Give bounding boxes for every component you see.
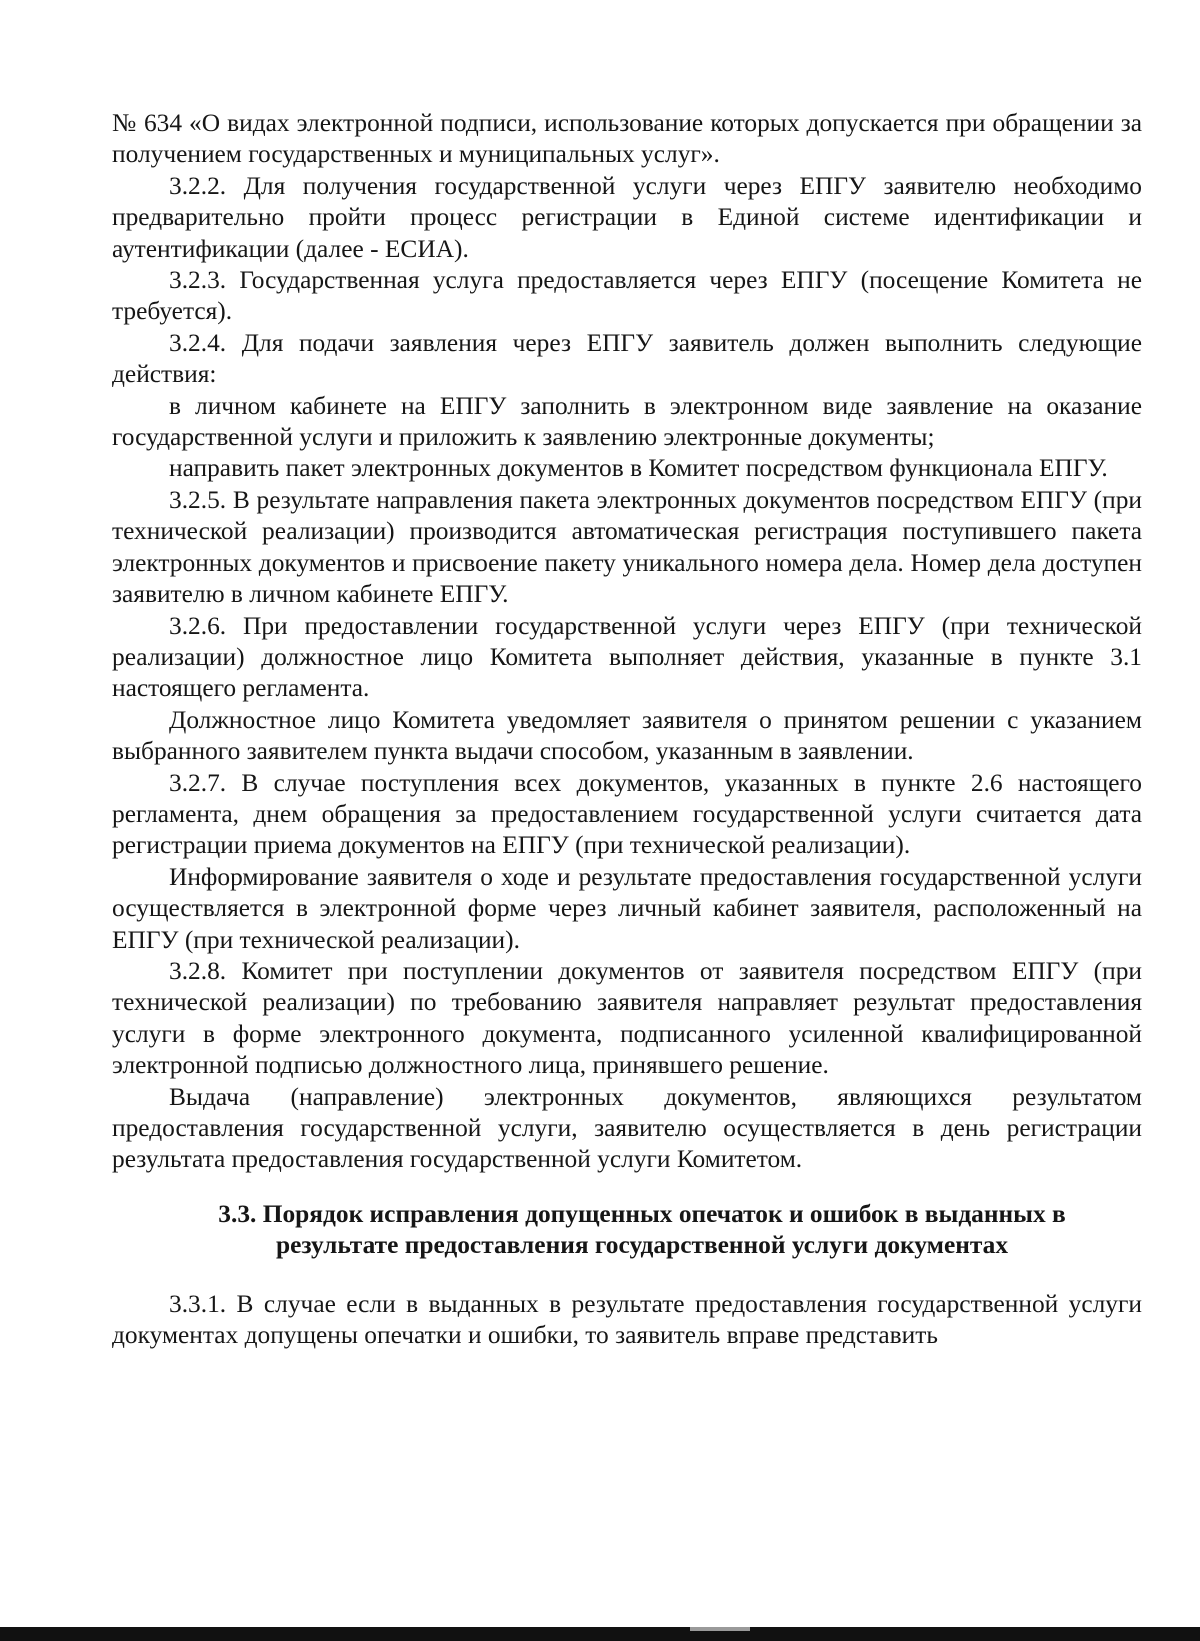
paragraph-3-2-4: 3.2.4. Для подачи заявления через ЕПГУ заявитель должен выполнить следующие действия: xyxy=(112,328,1142,389)
scan-edge-bar xyxy=(0,1627,1200,1641)
section-heading-line-2: результате предоставления государственной услуги документах xyxy=(275,1230,1009,1259)
paragraph-3-2-6-b: Должностное лицо Комитета уведомляет заявителя о принятом решении с указанием выбранного заявителем пункта выдачи способом, указанным в заявлении. xyxy=(112,705,1142,766)
scan-edge-notch xyxy=(690,1627,750,1631)
paragraph-intro: № 634 «О видах электронной подписи, использование которых допускается при обращении за получением государственных и муниципальных услуг». xyxy=(112,109,1142,169)
section-heading-line-1: 3.3. Порядок исправления допущенных опечаток и ошибок в выданных в xyxy=(218,1199,1066,1228)
paragraph-3-2-4-a: в личном кабинете на ЕПГУ заполнить в электронном виде заявление на оказание государственной услуги и приложить к заявлению электронные документы; xyxy=(112,391,1142,452)
paragraph-3-2-3: 3.2.3. Государственная услуга предоставляется через ЕПГУ (посещение Комитета не требуется). xyxy=(112,266,1142,326)
paragraph-3-2-8-b: Выдача (направление) электронных документов, являющихся результатом предоставления государственной услуги, заявителю осуществляется в день регистрации результата предоставления государственной услуги Комитетом. xyxy=(112,1082,1142,1174)
paragraph-3-2-7-b: Информирование заявителя о ходе и результате предоставления государственной услуги осуществляется в электронной форме через личный кабинет заявителя, расположенный на ЕПГУ (при технической реализации). xyxy=(112,862,1142,954)
paragraph-3-3-1: 3.3.1. В случае если в выданных в результате предоставления государственной услуги документах допущены опечатки и ошибки, то заявитель вправе представить xyxy=(112,1289,1142,1350)
paragraph-3-2-8: 3.2.8. Комитет при поступлении документов от заявителя посредством ЕПГУ (при технической реализации) по требованию заявителя направляет результат предоставления услуги в форме электронного документа, подписанного усиленной квалифицированной электронной подписью должностного лица, принявшего решение. xyxy=(112,956,1142,1080)
paragraph-3-2-4-b: направить пакет электронных документов в Комитет посредством функционала ЕПГУ. xyxy=(169,454,1108,483)
paragraph-3-2-7: 3.2.7. В случае поступления всех документов, указанных в пункте 2.6 настоящего регламента, днем обращения за предоставлением государственной услуги считается дата регистрации приема документов на ЕПГУ (при технической реализации). xyxy=(112,768,1142,860)
section-heading-3-3 xyxy=(112,1199,1142,1261)
document-page xyxy=(112,108,1142,1352)
paragraph-3-2-5: 3.2.5. В результате направления пакета электронных документов посредством ЕПГУ (при технической реализации) производится автоматическая регистрация поступившего пакета электронных документов и присвоение пакету уникального номера дела. Номер дела доступен заявителю в личном кабинете ЕПГУ. xyxy=(112,485,1142,609)
paragraph-3-2-6: 3.2.6. При предоставлении государственной услуги через ЕПГУ (при технической реализации) должностное лицо Комитета выполняет действия, указанные в пункте 3.1 настоящего регламента. xyxy=(112,611,1142,703)
paragraph-3-2-2: 3.2.2. Для получения государственной услуги через ЕПГУ заявителю необходимо предварительно пройти процесс регистрации в Единой системе идентификации и аутентификации (далее - ЕСИА). xyxy=(112,171,1142,263)
